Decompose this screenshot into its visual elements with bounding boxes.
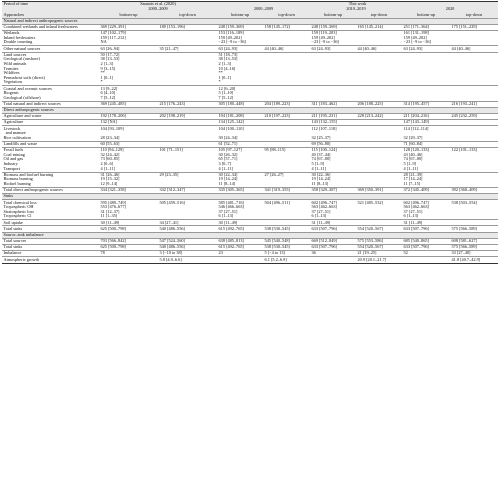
value-cell: 369 [229–391] [99,24,158,30]
value-cell: 505 [459–516] [158,200,217,220]
value-cell: 210 [197–223] [263,114,310,120]
value-cell: 158 [145–172] [263,24,310,30]
value-cell: 165 [145–214] [356,24,402,30]
value-cell: 334 [321–358] [99,187,158,193]
value-cell: 134 [125–142] [217,120,263,126]
value-cell: 27 [26–27] [263,172,310,187]
header-period-saunois: 2000–2009 [99,7,217,12]
value-cell: 602 [496–747] 563 [462–663] 37 [27–51] 6 [1–13] [402,200,450,220]
header-period-2000: 2000–2009 [217,7,310,12]
value-cell: 228 [213–242] [356,114,402,120]
value-cell: 44 [40–46] [450,46,498,52]
value-cell: 585 [481–716] 546 [466–663] 37 [27–51] 6 [1–13] [217,200,263,220]
header-period-label: Period of time [2,2,99,8]
value-cell: 358 [329–387] [310,187,356,193]
value-cell: 575 [566–589] [450,226,498,232]
header-approach: top-down [263,12,310,18]
value-cell [263,126,310,141]
row-label: Fossil fuels Coal mining Oil and gas Industry Transport [2,147,99,172]
value-cell: 31 [11–49] [402,220,450,226]
value-cell: 638 [485–813] [217,238,263,244]
value-cell [217,257,263,263]
value-cell [450,172,498,187]
value-cell: 615 [492–765] [217,244,263,250]
value-cell: 51 [18–73] 38 [13–53] 2 [1–3] 10 [4–16] ** 1 [0–1] * [217,52,263,86]
value-cell: 31 [26–46] 19 [15–32] 12 [9–14] [99,172,158,187]
table-row [2,86,498,101]
header-saunois: Saunois et al. (2020) [99,2,217,8]
value-cell: 95 [88–115] [263,147,310,172]
row-label: Total direct anthropogenic sources [2,187,99,193]
value-cell: 332 [312–347] [158,187,217,193]
table-row [2,172,498,187]
value-cell [310,52,356,86]
value-cell [158,126,217,141]
value-cell: 194 [181–208] [217,114,263,120]
value-cell: 314 [195–457] [402,101,450,107]
value-cell: 105 [97–127] 30 [26–32] 65 [57–71] 3 [0–7] 4 [1–11] [217,147,263,172]
value-cell: 633 [507–796] [310,226,356,232]
value-cell: 44 [40–46] [356,46,402,52]
row-label: Coastal and oceanic sources Biogenic Geological (offshore) [2,86,99,101]
value-cell: 104 [100–110] 30 [24–34] [217,126,263,141]
value-cell [263,52,310,86]
value-cell: 192 [178–206] [99,114,158,120]
value-cell: 540 [486–556] [158,244,217,250]
header-approaches: Approaches [2,12,99,18]
row-label: Total sources [2,238,99,244]
value-cell: 128 [120–133] 43 [40–46] 74 [67–80] 5 [1–9] 4 [1–11] [402,147,450,172]
value-cell: 30 [22–34] 19 [14–24] 11 [8–14] [217,172,263,187]
header-approach: bottom-up [99,12,158,18]
value-cell: 110 [94–129] 32 [24–42] 73 [60–85] 2 [0–6] 4 [1–11] [99,147,158,172]
value-cell [263,86,310,101]
value-cell [158,30,217,45]
value-cell [99,257,158,263]
header-approach: bottom-up [217,12,263,18]
value-cell: 69 [56–80] [310,141,356,147]
methane-budget-table [2,1,498,264]
value-cell: 30 [11–49] [217,220,263,226]
table-row [2,52,498,86]
value-cell: 538 [530–545] [263,226,310,232]
value-cell: 625 [500–798] [99,244,158,250]
section-label: Sinks [2,194,498,200]
value-cell: 34 [27–41] [158,220,217,226]
section-label: Source–sink imbalance [2,232,498,238]
value-cell: 147 [143–149] [402,120,450,126]
header-approach: top-down [450,12,498,18]
row-label: Imbalance [2,251,99,257]
value-cell: 305 [180–448] [217,101,263,107]
row-label: Atmospheric growth [2,257,99,263]
value-cell: 63 [24–93] [402,46,450,52]
row-label: Total sinks [2,244,99,250]
value-cell: 703 [566–842] [99,238,158,244]
value-cell: 311 [183–462] [310,101,356,107]
value-cell: 372 [345–409] [402,187,450,193]
row-label: Total chemical loss Tropospheric OH Stratospheric loss Tropospheric Cl [2,200,99,220]
value-cell: 211 [195–231] [310,114,356,120]
value-cell: 669 [512–849] [310,238,356,244]
value-cell [158,52,217,86]
value-cell: 202 [198–219] [158,114,217,120]
value-cell: 122 [101–133] [450,147,498,172]
table-body [2,18,498,263]
value-cell: 540 [486–556] [158,226,217,232]
value-cell: 153 [116–189] 159 [49–202] −23 [−9 to −36] [217,30,263,45]
value-cell: 595 [489–749] 553 [476–677] 31 [12–37] 11 [1–35] [99,200,158,220]
value-cell [450,52,498,86]
value-cell: 31 [11–49] [310,220,356,226]
value-cell: 504 [496–511] [263,200,310,220]
value-cell: 633 [507–796] [402,244,450,250]
value-cell: 23 [217,251,263,257]
value-cell: 33 [27–40] [450,251,498,257]
value-cell [356,30,402,45]
value-cell: 112 [107–118] 32 [25–37] [310,126,356,141]
value-cell: 132 [NA] [99,120,158,126]
value-cell [263,30,310,45]
value-cell: 5.8 [4.9–6.6] [158,257,217,263]
value-cell: 538 [503–554] [450,200,498,220]
value-cell: 6.1 [5.2–6.9] [263,257,310,263]
value-cell: 545 [540–548] [263,238,310,244]
value-cell: 35 [21–47] [158,46,217,52]
value-cell: 13 [9–22] 6 [4–10] 7 [5–12] [99,86,158,101]
value-cell: 71 [60–84] [402,141,450,147]
header-approach: top-down [158,12,217,18]
value-cell: 12 [6–20] 5 [1–10] 7 [5–12] [217,86,263,101]
value-cell: 50 [17–72] 38 [13–53] 2 [1–3] 9 [3–15] ** 1 [0–1] * [99,52,158,86]
row-label: Biomass and biofuel burning Biomass burning Biofuel burning [2,172,99,187]
value-cell: 251 [171–364] [402,24,450,30]
row-label: Landfills and waste [2,141,99,147]
header-approach: top-down [356,12,402,18]
header-period-2020: 2020 [402,7,498,12]
value-cell [402,257,450,263]
value-cell: 245 [232–259] [450,114,498,120]
row-label: Wetlands Inland freshwaters Double counting [2,30,99,45]
table-row [2,147,498,172]
value-cell: 175 [151–229] [450,24,498,30]
value-cell: 547 [524–560] [158,238,217,244]
value-cell [356,86,402,101]
value-cell: 3 [−10 to 38] [158,251,217,257]
value-cell [450,126,498,141]
value-cell: 180 [153–196] [158,24,217,30]
value-cell: 30 [22–36] 19 [14–24] 11 [8–13] [310,172,356,187]
header-approach: bottom-up [402,12,450,18]
value-cell [356,52,402,86]
value-cell: 554 [520–567] [356,244,402,250]
value-cell: 29 [23–35] [158,172,217,187]
row-label: Agriculture [2,120,99,126]
value-cell: 20.9 [20.1–21.7] [356,257,402,263]
value-cell: 159 [119–203] 159 [49–202] −23 [−9 to −36] [310,30,356,45]
value-cell [356,172,402,187]
value-cell [158,86,217,101]
header-period-2010: 2010–2019 [310,7,402,12]
value-cell [310,86,356,101]
header-this-work: This work [217,2,498,8]
section-label: Natural and indirect anthropogenic sources [2,18,498,24]
row-label: Total sinks [2,226,99,232]
value-cell: 161 [131–198] 159 [49–202] −23 [−9 to −36] [402,30,450,45]
value-cell: 78 [99,251,158,257]
value-cell: 216 [193–241] [450,101,498,107]
value-cell: 147 [102–179] 159 [117–212] NA [99,30,158,45]
value-cell: 685 [540–865] [402,238,450,244]
value-cell: 36 [310,251,356,257]
row-label: Other natural sources [2,46,99,52]
value-cell: 215 [176–243] [158,101,217,107]
row-label: Livestock and manure Rice cultivation [2,126,99,141]
value-cell: 575 [553–586] [356,238,402,244]
table-row [2,200,498,220]
value-cell: 521 [485–532] [356,200,402,220]
value-cell: 61 [52–71] [217,141,263,147]
value-cell: 63 [26–94] [99,46,158,52]
section-label: Direct anthropogenic sources [2,107,498,113]
header-approach: bottom-up [310,12,356,18]
value-cell: 114 [112–114] 32 [29–37] [402,126,450,141]
value-cell: 211 [204–216] [402,114,450,120]
value-cell [310,257,356,263]
row-label: Soil uptake [2,220,99,226]
value-cell: 101 [71–151] [158,147,217,172]
row-label: Combined wetlands and inland freshwaters [2,24,99,30]
value-cell: 554 [520–567] [356,226,402,232]
value-cell [402,86,450,101]
value-cell: 538 [530–545] [263,244,310,250]
value-cell: 44 [40–46] [263,46,310,52]
table-row [2,30,498,45]
row-label: Land sources Geological (onshore) Wild animals Termites Wildfires Permafrost soils (direct) Vegetation [2,52,99,86]
value-cell: 369 [350–391] [356,187,402,193]
value-cell: 575 [566–589] [450,244,498,250]
value-cell [450,86,498,101]
value-cell: 335 [305–365] [217,187,263,193]
value-cell: 625 [500–798] [99,226,158,232]
table-row [2,126,498,141]
value-cell: 5 [−4 to 13] [263,251,310,257]
value-cell: 63 [24–93] [310,46,356,52]
value-cell: 104 [93–109] 28 [23–34] [99,126,158,141]
value-cell: 369 [245–485] [99,101,158,107]
value-cell: 248 [159–369] [310,24,356,30]
value-cell: 204 [189–223] [263,101,310,107]
value-cell: 115 [100–124] 40 [37–44] 74 [67–80] 5 [1–9] 4 [1–11] [310,147,356,172]
value-cell: 143 [132–155] [310,120,356,126]
value-cell: 633 [507–796] [310,244,356,250]
value-cell: 52 [402,251,450,257]
value-cell: 602 [496–747] 563 [462–663] 37 [27–51] 6 [1–13] [310,200,356,220]
value-cell: 63 [24–93] [217,46,263,52]
value-cell: 248 [159–369] [217,24,263,30]
value-cell: 30 [11–49] [99,220,158,226]
value-cell [356,147,402,172]
value-cell: 21 [19–25] [356,251,402,257]
value-cell: 206 [188–225] [356,101,402,107]
value-cell: 41.8 [40.7–42.9] [450,257,498,263]
value-cell: 341 [319–355] [263,187,310,193]
value-cell [356,126,402,141]
value-cell: 60 [55–63] [99,141,158,147]
value-cell: 608 [581–627] [450,238,498,244]
value-cell: 28 [21–39] 17 [14–24] 11 [7–15] [402,172,450,187]
value-cell [402,52,450,86]
table-row [2,257,498,263]
value-cell: 392 [368–409] [450,187,498,193]
value-cell [450,30,498,45]
value-cell: 615 [492–765] [217,226,263,232]
row-label: Total natural and indirect sources [2,101,99,107]
row-label: Agriculture and waste [2,114,99,120]
value-cell: 633 [507–796] [402,226,450,232]
